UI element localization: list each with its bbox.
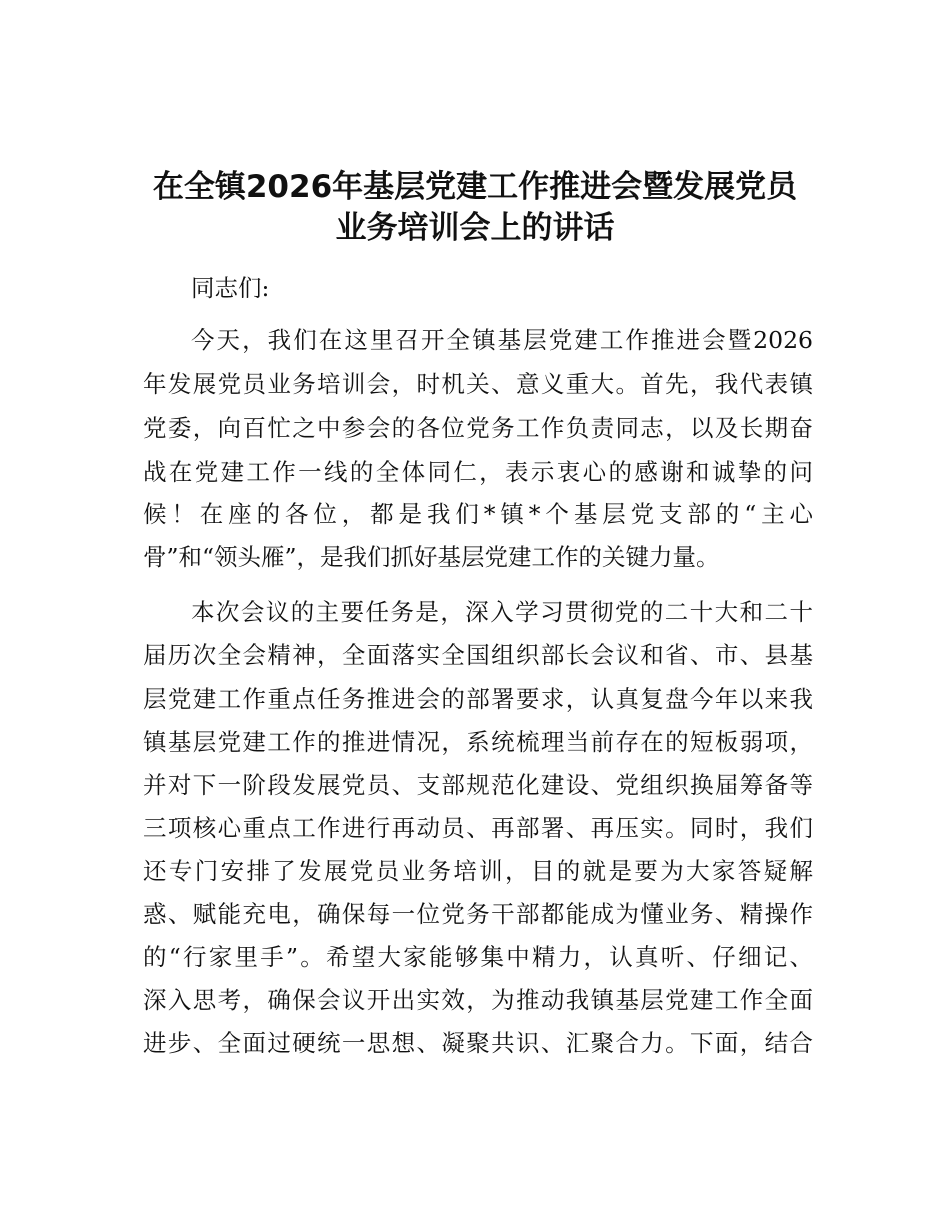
paragraph-2-line-10: 深入思考，确保会议开出实效，为推动我镇基层党建工作全面 <box>143 986 813 1014</box>
paragraph-2-line-11: 进步、全面过硬统一思想、凝聚共识、汇聚合力。下面，结合 <box>143 1029 813 1057</box>
paragraph-1-line-2: 年发展党员业务培训会，时机关、意义重大。首先，我代表镇 <box>143 370 813 398</box>
paragraph-2-line-2: 届历次全会精神，全面落实全国组织部长会议和省、市、县基 <box>143 641 813 669</box>
paragraph-2-line-6: 三项核心重点工作进行再动员、再部署、再压实。同时，我们 <box>143 814 813 842</box>
paragraph-2-line-3: 层党建工作重点任务推进会的部署要求，认真复盘今年以来我 <box>143 685 813 713</box>
paragraph-1-line-4: 战在党建工作一线的全体同仁，表示衷心的感谢和诚挚的问 <box>143 458 813 486</box>
paragraph-2-line-5: 并对下一阶段发展党员、支部规范化建设、党组织换届筹备等 <box>143 771 813 799</box>
paragraph-2-line-7: 还专门安排了发展党员业务培训，目的就是要为大家答疑解 <box>143 857 813 885</box>
paragraph-1-line-3: 党委，向百忙之中参会的各位党务工作负责同志，以及长期奋 <box>143 414 813 442</box>
document-title-line-1: 在全镇2026年基层党建工作推进会暨发展党员 <box>152 169 798 205</box>
paragraph-2-line-8: 惑、赋能充电，确保每一位党务干部都能成为懂业务、精操作 <box>143 900 813 928</box>
paragraph-2-line-1: 本次会议的主要任务是，深入学习贯彻党的二十大和二十 <box>191 598 813 626</box>
paragraph-2-line-4: 镇基层党建工作的推进情况，系统梳理当前存在的短板弱项， <box>143 728 813 756</box>
document-title-line-2: 业务培训会上的讲话 <box>335 210 615 246</box>
paragraph-2-line-9: 的“行家里手”。希望大家能够集中精力，认真听、仔细记、 <box>143 943 813 971</box>
salutation: 同志们: <box>191 274 270 302</box>
paragraph-1-line-6: 骨”和“领头雁”，是我们抓好基层党建工作的关键力量。 <box>143 543 720 571</box>
paragraph-1-line-1: 今天，我们在这里召开全镇基层党建工作推进会暨2026 <box>191 326 813 354</box>
paragraph-1-line-5: 候！在座的各位，都是我们*镇*个基层党支部的“主心 <box>143 500 813 528</box>
